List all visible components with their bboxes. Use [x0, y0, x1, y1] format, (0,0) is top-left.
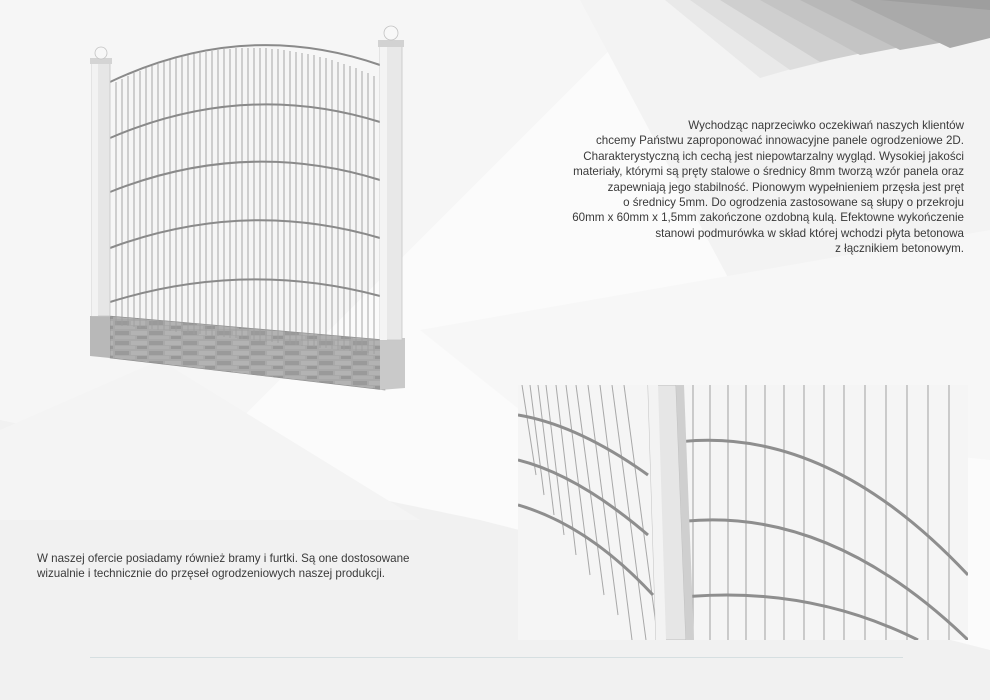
footer-divider — [90, 657, 903, 658]
text-line: Charakterystyczną ich cechą jest niepowtarzalny wygląd. Wysokiej jakości — [583, 149, 964, 163]
text-line: zapewniają jego stabilność. Pionowym wypełnieniem przęsła jest pręt — [607, 180, 964, 194]
fence-panel-illustration — [80, 20, 420, 400]
gates-description — [37, 551, 497, 582]
fence-closeup-illustration — [518, 385, 968, 640]
text-line: 60mm x 60mm x 1,5mm zakończone ozdobną kulą. Efektowne wykończenie — [572, 211, 964, 225]
text-line: o średnicy 5mm. Do ogrodzenia zastosowane są słupy o przekroju — [623, 196, 964, 210]
text-line: z łącznikiem betonowym. — [835, 242, 964, 256]
text-line: chcemy Państwu zaproponować innowacyjne panele ogrodzeniowe 2D. — [596, 134, 964, 148]
product-description — [470, 118, 964, 257]
text-line: W naszej ofercie posiadamy również bramy i furtki. Są one dostosowane — [37, 552, 410, 565]
text-line: materiały, którymi są pręty stalowe o średnicy 8mm tworzą wzór panela oraz — [573, 165, 964, 179]
text-line: stanowi podmurówka w skład której wchodzi płyta betonowa — [655, 226, 964, 240]
text-line: wizualnie i technicznie do przęseł ogrodzeniowych naszej produkcji. — [37, 567, 385, 581]
text-line: Wychodząc naprzeciwko oczekiwań naszych klientów — [688, 119, 964, 132]
